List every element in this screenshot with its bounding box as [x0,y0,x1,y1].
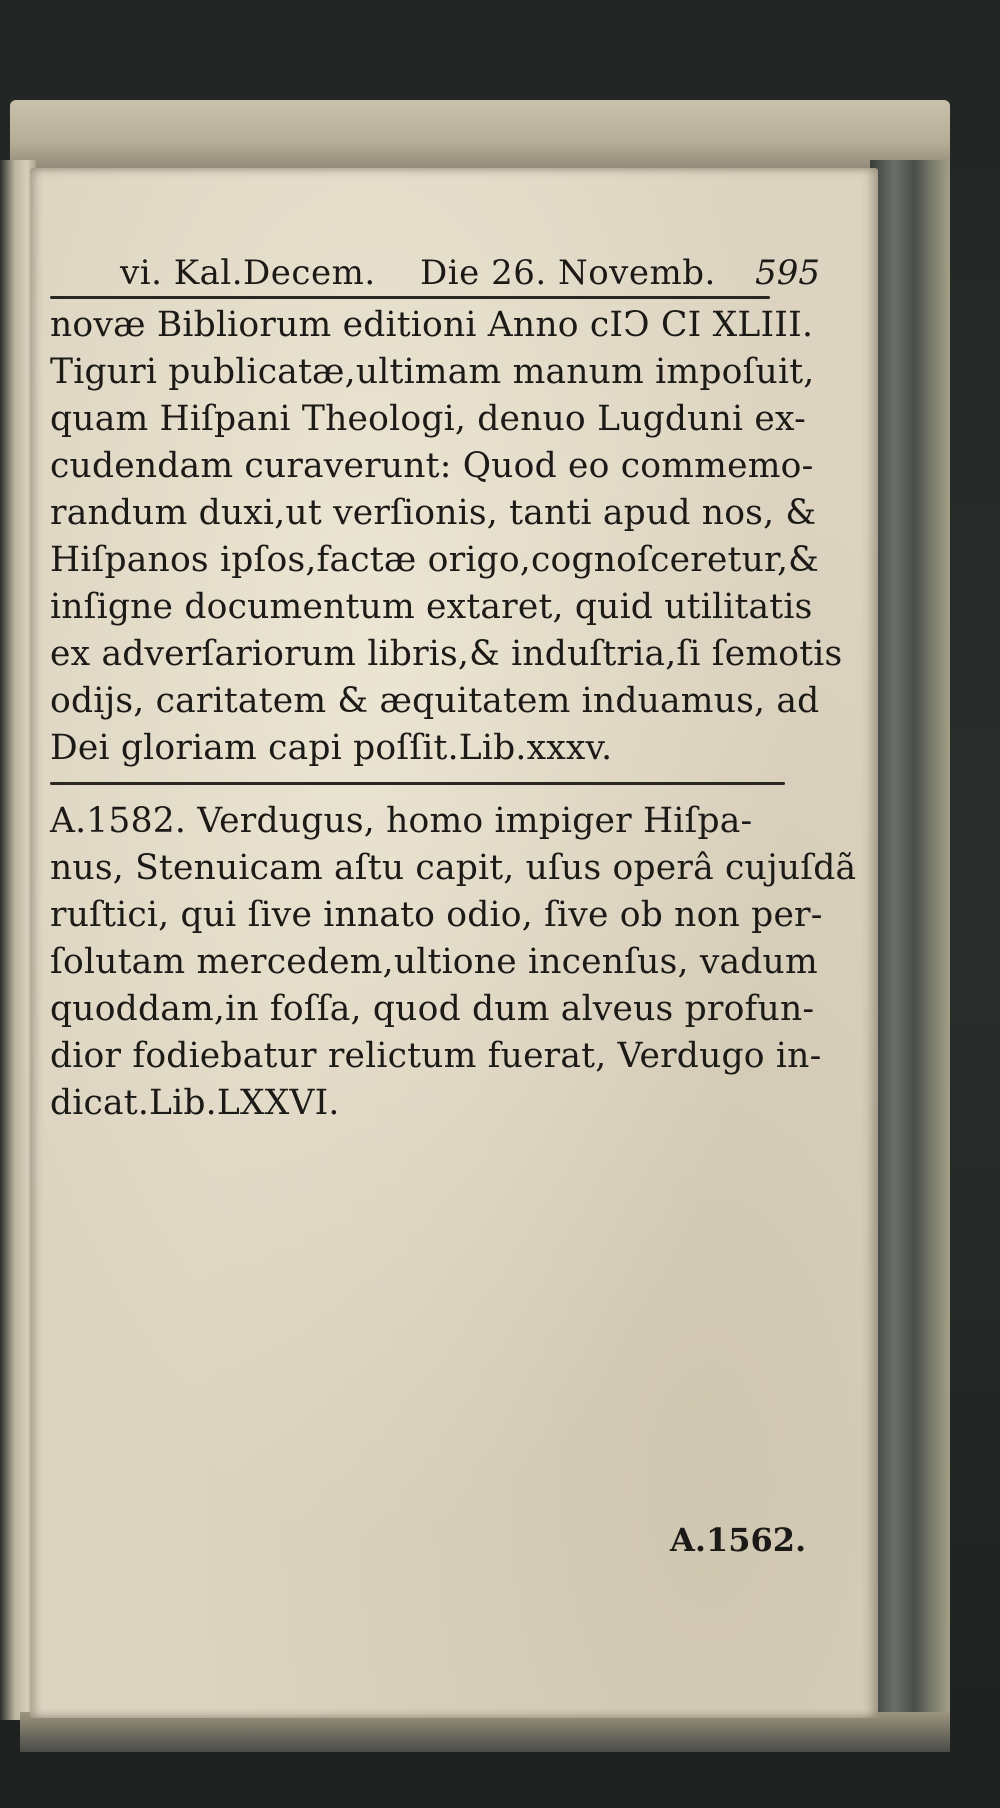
catchword: A.1562. [670,1521,807,1559]
book-bottom-edge [20,1712,950,1752]
text-line: Tiguri publicatæ,ultimam manum impoſuit, [50,352,815,392]
text-line: Dei gloriam capi poſſit.Lib.xxxv. [50,728,613,768]
text-line: ex adverſariorum libris,& induſtria,ſi ſemotis [50,634,843,674]
section-rule [50,782,785,785]
book-page [30,168,878,1718]
running-head-date: vi. Kal.Decem. [120,253,376,293]
paragraph-2 [50,798,857,1127]
text-line: randum duxi,ut verſionis, tanti apud nos, & [50,493,817,533]
text-line: quoddam,in foſſa, quod dum alveus profun- [50,989,815,1029]
text-line: dior fodiebatur relictum fuerat, Verdugo in- [50,1036,822,1076]
paragraph-1 [50,302,843,772]
text-line: odijs, caritatem & æquitatem induamus, ad [50,681,820,721]
page-number: 595 [755,253,820,293]
text-line: quam Hiſpani Theologi, denuo Lugduni ex- [50,399,806,439]
header-rule [50,296,770,299]
text-line: ſolutam mercedem,ultione incenſus, vadum [50,942,818,982]
running-head [90,248,820,298]
text-line: Hiſpanos ipſos,factæ origo,cognoſceretur,& [50,540,820,580]
text-line: nus, Stenuicam aſtu capit, uſus operâ cujuſdã [50,848,857,888]
text-line: inſigne documentum extaret, quid utilitatis [50,587,813,627]
book-top-edge [10,100,950,170]
text-line: dicat.Lib.LXXVI. [50,1083,340,1123]
text-line: cudendam curaverunt: Quod eo commemo- [50,446,814,486]
text-line: ruſtici, qui ſive innato odio, ſive ob non per- [50,895,823,935]
text-line: A.1582. Verdugus, homo impiger Hiſpa- [50,801,753,841]
running-head-day: Die 26. Novemb. [420,253,716,293]
text-line: novæ Bibliorum editioni Anno cIↃ CI XLIII. [50,305,814,345]
book-fore-edge [870,160,950,1740]
